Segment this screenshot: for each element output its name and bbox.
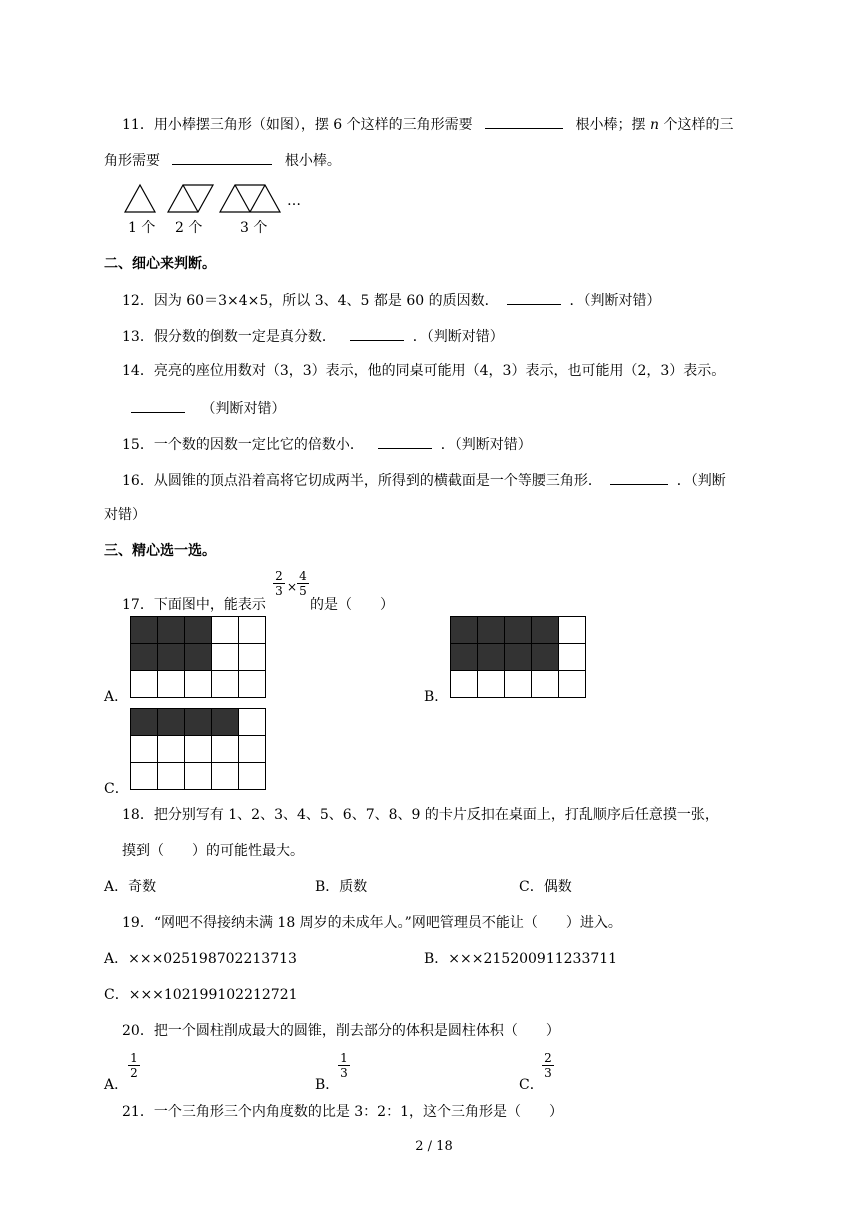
grid-cell [239,736,266,763]
grid-cell [532,671,559,698]
grid-cell [212,736,239,763]
grid-cell-shaded [185,617,212,644]
grid-cell-shaded [158,709,185,736]
q20-a-denominator: 2 [130,1066,138,1080]
q17-option-b-grid[interactable] [450,616,586,696]
grid-cell [239,617,266,644]
q20-option-b-fraction[interactable] [338,1052,350,1079]
q20-b-denominator: 3 [340,1066,348,1080]
question-16 [122,470,726,490]
q11-caption-1: 1 个 [128,220,156,236]
question-21: 21．一个三角形三个内角度数的比是 3：2：1，这个三角形是（ ） [122,1104,563,1120]
q17-option-b-label[interactable]: B． [424,689,449,705]
q17-option-c-grid[interactable] [130,708,266,788]
question-15 [122,434,532,454]
q14-answer-blank[interactable] [131,398,185,413]
q17-option-a-grid[interactable] [130,616,266,696]
question-12 [122,290,661,310]
grid-cell [559,617,586,644]
q17-times-sign: × [287,580,298,594]
grid-cell [158,763,185,790]
question-11-line-1 [122,114,733,134]
q12-answer-blank[interactable] [507,290,561,305]
q20-a-numerator: 1 [128,1052,140,1066]
grid-cell-shaded [532,644,559,671]
q11-answer-blank-2[interactable] [172,150,272,165]
q16-answer-blank[interactable] [610,470,668,485]
q13-text: 13．假分数的倒数一定是真分数． [122,329,336,345]
q17-fraction-1 [273,570,285,597]
q13-answer-blank[interactable] [350,326,404,341]
q20-c-denominator: 3 [544,1066,552,1080]
grid-cell-shaded [158,644,185,671]
question-13 [122,326,504,346]
grid-cell-shaded [158,617,185,644]
question-17-prefix: 17．下面图中，能表示 [122,597,266,613]
grid-cell-shaded [532,617,559,644]
q17-frac1-numerator: 2 [273,570,285,584]
grid-cell [185,736,212,763]
triangle-group-1 [125,185,155,212]
q15-suffix: ．（判断对错） [440,437,532,453]
q11-text-a: 11．用小棒摆三角形（如图），摆 6 个这样的三角形需要 [122,117,473,133]
q17-frac2-denominator: 5 [299,584,307,598]
grid-cell [158,736,185,763]
grid-cell [559,671,586,698]
grid-cell [559,644,586,671]
q11-text-d: 角形需要 [104,153,160,169]
q15-text: 15．一个数的因数一定比它的倍数小． [122,437,364,453]
question-18-line-2: 摸到（ ）的可能性最大。 [122,843,304,859]
section-3-title: 三、精心选一选。 [104,543,216,559]
q18-option-b[interactable]: B．质数 [315,879,368,895]
grid-cell [239,709,266,736]
q11-text-c: 个这样的三 [663,117,734,133]
grid-cell [185,763,212,790]
q11-ellipsis: … [287,193,301,209]
grid-cell-shaded [131,644,158,671]
q12-suffix: ．（判断对错） [569,293,661,309]
grid-cell-shaded [478,644,505,671]
grid-cell [478,671,505,698]
grid-cell [505,671,532,698]
triangle-group-3 [220,185,280,212]
grid-cell-shaded [505,617,532,644]
q16-text: 16．从圆锥的顶点沿着高将它切成两半，所得到的横截面是一个等腰三角形． [122,473,602,489]
grid-cell-shaded [212,709,239,736]
grid-cell [185,671,212,698]
q17-option-c-label[interactable]: C． [104,781,129,797]
grid-cell [212,644,239,671]
q13-suffix: ．（判断对错） [412,329,504,345]
grid-cell [212,763,239,790]
grid-cell-shaded [131,709,158,736]
q20-c-numerator: 2 [542,1052,554,1066]
q11-text-b: 根小棒；摆 [575,117,646,133]
q19-option-c[interactable]: C．×××102199102212721 [104,987,298,1003]
q20-option-a-fraction[interactable] [128,1052,140,1079]
q11-caption-2: 2 个 [175,220,203,236]
q19-option-b[interactable]: B．×××215200911233711 [424,951,618,967]
grid-cell-shaded [185,709,212,736]
grid-cell [131,671,158,698]
grid-cell-shaded [478,617,505,644]
q17-frac1-denominator: 3 [275,584,283,598]
section-2-title: 二、细心来判断。 [104,256,216,272]
question-18-line-1: 18．把分别写有 1、2、3、4、5、6、7、8、9 的卡片反扣在桌面上，打乱顺序后任意摸一张， [122,807,719,823]
grid-cell-shaded [451,644,478,671]
q17-frac2-numerator: 4 [297,570,309,584]
q15-answer-blank[interactable] [378,434,432,449]
q18-option-c[interactable]: C．偶数 [519,879,572,895]
q11-answer-blank-1[interactable] [485,114,563,129]
q20-option-b-label[interactable]: B． [315,1077,340,1093]
q14-suffix: （判断对错） [201,401,286,417]
q11-variable-n: n [649,117,660,133]
grid-cell [212,671,239,698]
page-number: 2 / 18 [415,1139,453,1154]
q19-option-a[interactable]: A．×××025198702213713 [104,951,297,967]
q11-caption-3: 3 个 [240,220,268,236]
question-17-suffix: 的是（ ） [310,597,394,613]
grid-cell-shaded [185,644,212,671]
grid-cell [212,617,239,644]
question-19: 19．“网吧不得接纳未满 18 周岁的未成年人。”网吧管理员不能让（ ）进入。 [122,915,622,931]
q16-suffix: ．（判断 [676,473,726,489]
grid-cell [239,644,266,671]
grid-cell-shaded [505,644,532,671]
question-20: 20．把一个圆柱削成最大的圆锥，削去部分的体积是圆柱体积（ ） [122,1023,560,1039]
q20-option-c-fraction[interactable] [542,1052,554,1079]
grid-cell [451,671,478,698]
q11-text-e: 根小棒。 [284,153,341,169]
grid-cell [239,763,266,790]
q17-fraction-2 [297,570,309,597]
question-14-line-2 [131,398,285,418]
grid-cell [158,671,185,698]
q14-text: 14．亮亮的座位用数对（3，3）表示，他的同桌可能用（4，3）表示，也可能用（2，3）表示。 [122,363,726,379]
grid-cell [131,736,158,763]
q18-option-a[interactable]: A．奇数 [104,879,157,895]
q17-option-a-label[interactable]: A． [104,689,129,705]
question-16-line-2: 对错） [104,507,146,523]
grid-cell-shaded [451,617,478,644]
grid-cell [131,763,158,790]
grid-cell [239,671,266,698]
grid-cell-shaded [131,617,158,644]
question-11-line-2 [104,150,341,170]
q12-text: 12．因为 60＝3×4×5，所以 3、4、5 都是 60 的质因数． [122,293,499,309]
q20-option-a-label[interactable]: A． [104,1077,129,1093]
question-14 [122,362,725,380]
q20-b-numerator: 1 [338,1052,350,1066]
q20-option-c-label[interactable]: C． [519,1077,544,1093]
